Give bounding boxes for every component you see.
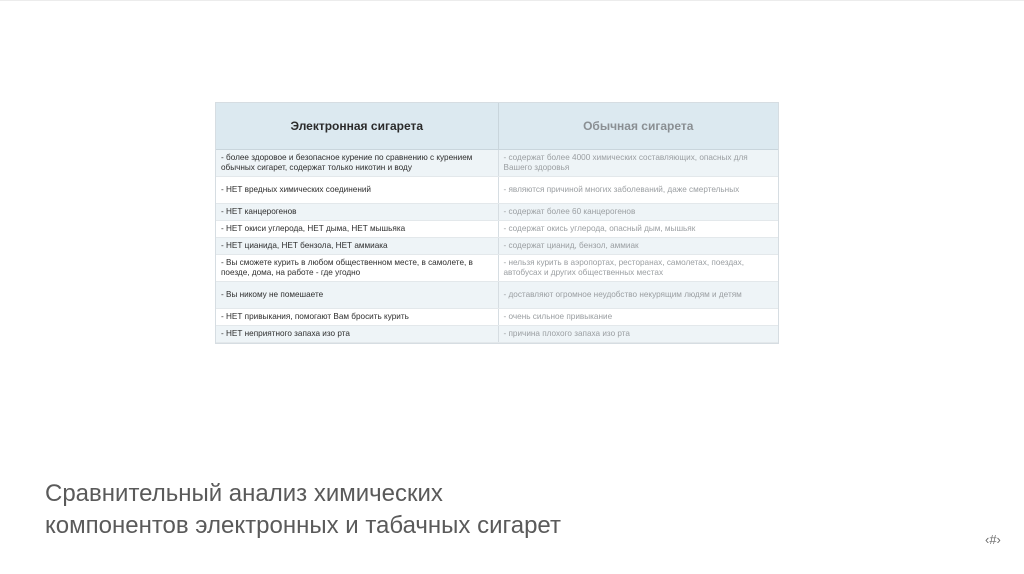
cell-e-cigarette: - НЕТ канцерогенов xyxy=(216,204,498,221)
page-number: ‹#› xyxy=(985,532,1001,547)
cell-regular-cigarette: - содержат цианид, бензол, аммиак xyxy=(498,238,778,255)
cell-e-cigarette: - Вы сможете курить в любом общественном месте, в самолете, в поезде, дома, на работе - где угодно xyxy=(216,255,498,282)
cell-e-cigarette: - НЕТ вредных химических соединений xyxy=(216,177,498,204)
caption-line-2: компонентов электронных и табачных сигарет xyxy=(45,512,561,539)
table-row xyxy=(216,150,778,177)
table-row xyxy=(216,204,778,221)
cell-e-cigarette: - НЕТ окиси углерода, НЕТ дыма, НЕТ мышьяка xyxy=(216,221,498,238)
table-row xyxy=(216,177,778,204)
table-row xyxy=(216,282,778,309)
cell-regular-cigarette: - содержат более 4000 химических составляющих, опасных для Вашего здоровья xyxy=(498,150,778,177)
comparison-table-container xyxy=(215,102,779,344)
caption-line-1: Сравнительный анализ химических xyxy=(45,480,443,507)
slide-caption xyxy=(45,478,845,542)
table-row xyxy=(216,221,778,238)
slide-top-border xyxy=(0,0,1024,1)
cell-e-cigarette: - НЕТ неприятного запаха изо рта xyxy=(216,326,498,343)
cell-e-cigarette: - Вы никому не помешаете xyxy=(216,282,498,309)
cell-e-cigarette: - НЕТ цианида, НЕТ бензола, НЕТ аммиака xyxy=(216,238,498,255)
header-regular-cigarette: Обычная сигарета xyxy=(498,103,778,150)
cell-regular-cigarette: - причина плохого запаха изо рта xyxy=(498,326,778,343)
cell-regular-cigarette: - доставляют огромное неудобство некурящим людям и детям xyxy=(498,282,778,309)
cell-regular-cigarette: - содержат окись углерода, опасный дым, мышьяк xyxy=(498,221,778,238)
cell-regular-cigarette: - содержат более 60 канцерогенов xyxy=(498,204,778,221)
table-header-row xyxy=(216,103,778,150)
cell-regular-cigarette: - нельзя курить в аэропортах, ресторанах, самолетах, поездах, автобусах и других общественных местах xyxy=(498,255,778,282)
header-e-cigarette: Электронная сигарета xyxy=(216,103,498,150)
table-row xyxy=(216,255,778,282)
table-row xyxy=(216,326,778,343)
cell-e-cigarette: - более здоровое и безопасное курение по сравнению с курением обычных сигарет, содержат только никотин и воду xyxy=(216,150,498,177)
cell-e-cigarette: - НЕТ привыкания, помогают Вам бросить курить xyxy=(216,309,498,326)
comparison-table xyxy=(216,103,778,343)
cell-regular-cigarette: - являются причиной многих заболеваний, даже смертельных xyxy=(498,177,778,204)
table-row xyxy=(216,238,778,255)
table-row xyxy=(216,309,778,326)
cell-regular-cigarette: - очень сильное привыкание xyxy=(498,309,778,326)
